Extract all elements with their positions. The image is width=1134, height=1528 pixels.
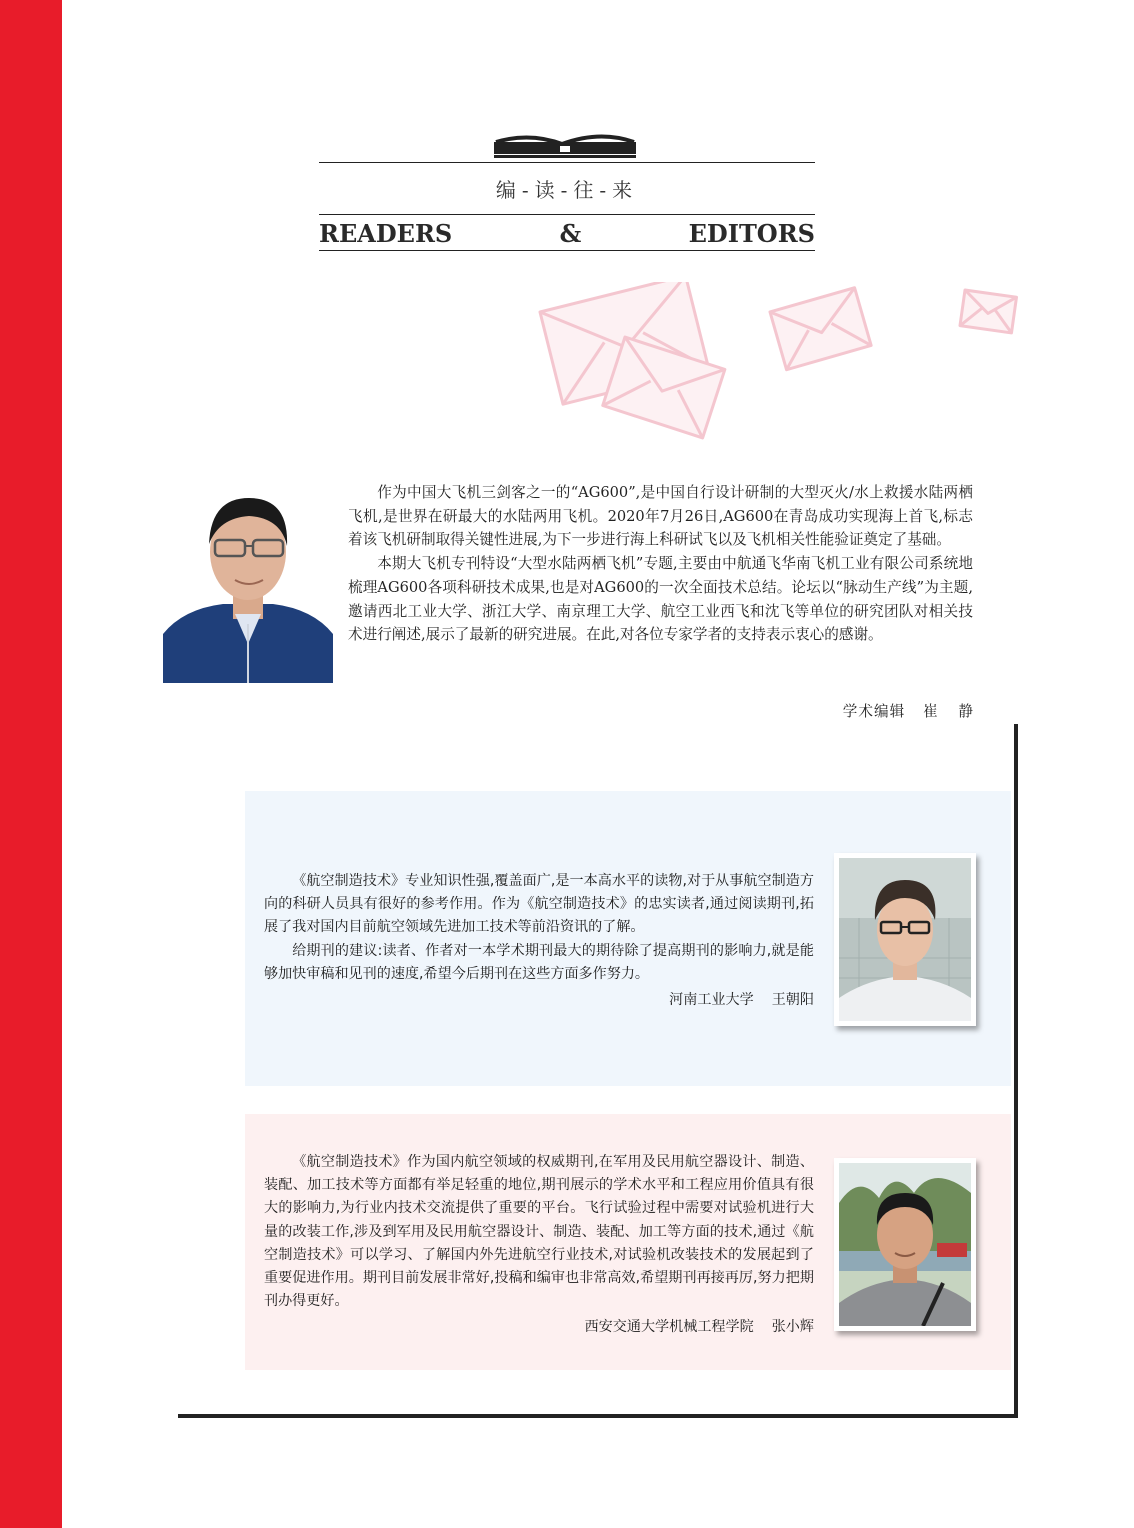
editor-note-text: [348, 481, 973, 647]
red-side-bar: [0, 0, 62, 1528]
envelope-decoration-icon: [530, 282, 1030, 442]
reader-affiliation: 西安交通大学机械工程学院: [584, 1319, 754, 1335]
reader-affiliation: 河南工业大学: [669, 992, 754, 1008]
section-title-cn: 编-读-往-来: [495, 178, 639, 202]
reader-signature-2: [264, 1316, 814, 1336]
reader-letter-text-2: [264, 1151, 814, 1313]
editor-paragraph: 本期大飞机专刊特设“大型水陆两栖飞机”专题,主要由中航通飞华南飞机工业有限公司系统地梳理AG600各项科研技术成果,也是对AG600的一次全面技术总结。论坛以“脉动生产线”为主题,邀请西北工业大学、浙江大学、南京理工大学、航空工业西飞和沈飞等单位的研究团队对相关技术进行阐述,展示了最新的研究进展。在此,对各位专家学者的支持表示衷心的感谢。: [348, 555, 973, 644]
frame-line-right: [1014, 724, 1018, 1418]
title-word: EDITORS: [688, 218, 815, 248]
reader-photo-1: [834, 853, 976, 1026]
header-rule-bottom: [319, 250, 815, 251]
letter-paragraph: 给期刊的建议:读者、作者对一本学术期刊最大的期待除了提高期刊的影响力,就是能够加快审稿和见刊的速度,希望今后期刊在这些方面多作努力。: [264, 942, 814, 982]
title-word: &: [559, 218, 582, 248]
open-book-icon: [490, 128, 640, 160]
section-title-en: [319, 219, 815, 247]
editor-photo: [163, 484, 333, 683]
editor-name: 崔 静: [923, 703, 981, 720]
reader-portrait-2: [839, 1163, 971, 1326]
editor-role: 学术编辑: [842, 703, 906, 720]
header-rule-top: [319, 162, 815, 163]
letter-paragraph: 《航空制造技术》专业知识性强,覆盖面广,是一本高水平的读物,对于从事航空制造方向的科研人员具有很好的参考作用。作为《航空制造技术》的忠实读者,通过阅读期刊,拓展了我对国内目前航空领域先进加工技术等前沿资讯的了解。: [264, 873, 814, 936]
reader-letter-text-1: [264, 870, 814, 986]
frame-line-bottom: [178, 1414, 1018, 1418]
editor-paragraph: 作为中国大飞机三剑客之一的“AG600”,是中国自行设计研制的大型灭火/水上救援水陆两栖飞机,是世界在研最大的水陆两用飞机。2020年7月26日,AG600在青岛成功实现海上首飞,标志着该飞机研制取得关键性进展,为下一步进行海上科研试飞以及飞机相关性能验证奠定了基础。: [348, 484, 973, 549]
editor-signature: [700, 700, 981, 721]
reader-signature-1: [264, 989, 814, 1009]
reader-name: 王朝阳: [771, 992, 814, 1008]
reader-portrait-1: [839, 858, 971, 1021]
header-rule-middle: [319, 214, 815, 215]
reader-name: 张小辉: [771, 1319, 814, 1335]
letter-paragraph: 《航空制造技术》作为国内航空领域的权威期刊,在军用及民用航空器设计、制造、装配、加工技术等方面都有举足轻重的地位,期刊展示的学术水平和工程应用价值具有很大的影响力,为行业内技术交流提供了重要的平台。飞行试验过程中需要对试验机进行大量的改装工作,涉及到军用及民用航空器设计、制造、装配、加工等方面的技术,通过《航空制造技术》可以学习、了解国内外先进航空行业技术,对试验机改装技术的发展起到了重要促进作用。期刊目前发展非常好,投稿和编审也非常高效,希望期刊再接再厉,努力把期刊办得更好。: [264, 1154, 814, 1310]
title-word: READERS: [319, 218, 453, 248]
reader-photo-2: [834, 1158, 976, 1331]
